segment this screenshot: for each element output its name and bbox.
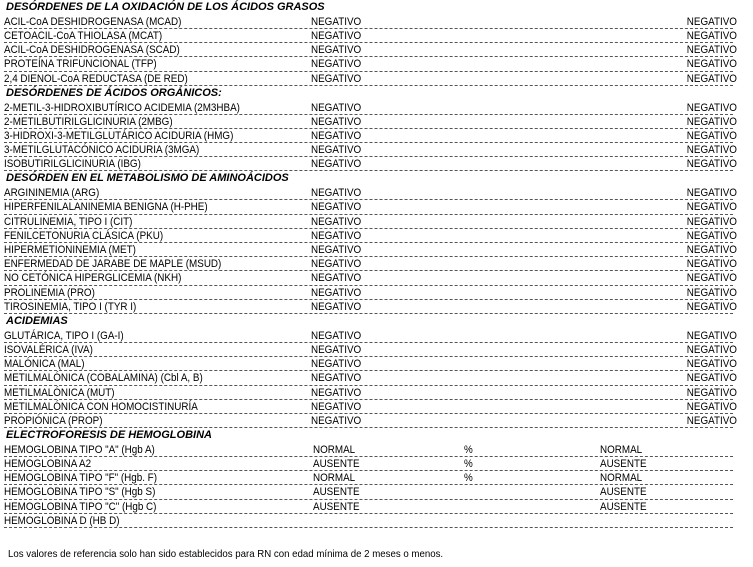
test-name: 3-HIDROXI-3-METILGLUTÁRICO ACIDURIA (HMG): [4, 129, 234, 142]
table-row: [4, 443, 733, 457]
test-result: AUSENTE: [313, 500, 360, 513]
test-name: HIPERFENILALANINEMIA BENIGNA (H-PHE): [4, 201, 208, 214]
table-row: [4, 29, 737, 43]
reference-value: NEGATIVO: [686, 58, 737, 71]
unit-label: %: [464, 472, 473, 485]
test-result: NEGATIVO: [311, 300, 362, 313]
test-result: NEGATIVO: [311, 215, 362, 228]
test-name: 3-METILGLUTACÓNICO ACIDURIA (3MGA): [4, 144, 200, 157]
test-name: HEMOGLOBINA A2: [4, 458, 92, 471]
test-name: MALÓNICA (MAL): [4, 358, 85, 371]
section-title: DESÓRDEN EN EL METABOLISMO DE AMINOÁCIDOS: [6, 172, 289, 185]
test-name: HIPERMETIONINEMIA (MET): [4, 244, 136, 257]
section-title: DESÓRDENES DE LA OXIDACIÓN DE LOS ÁCIDOS GRASOS: [6, 1, 325, 13]
section-title: DESÓRDENES DE ÁCIDOS ORGÁNICOS:: [6, 86, 222, 99]
reference-value: NEGATIVO: [686, 386, 737, 399]
test-name: FENILCETONURIA CLÁSICA (PKU): [4, 229, 164, 242]
test-name: ARGININEMIA (ARG): [4, 187, 100, 200]
test-name: 2,4 DIENOL-CoA REDUCTASA (DE RED): [4, 72, 188, 85]
table-row: [4, 400, 737, 414]
table-row: [4, 115, 737, 129]
reference-value: NEGATIVO: [686, 215, 737, 228]
table-row: [4, 300, 737, 314]
table-row: [4, 43, 737, 57]
reference-value: NEGATIVO: [686, 372, 737, 385]
reference-value: NEGATIVO: [686, 258, 737, 271]
test-result: NEGATIVO: [311, 29, 362, 42]
test-result: AUSENTE: [313, 486, 360, 499]
test-name: GLUTÁRICA, TIPO I (GA-I): [4, 329, 124, 342]
test-result: NEGATIVO: [311, 72, 362, 85]
test-name: ISOBUTIRILGLICINURIA (IBG): [4, 158, 141, 171]
table-row: [4, 286, 737, 300]
test-result: NEGATIVO: [311, 15, 362, 28]
test-name: HEMOGLOBINA D (HB D): [4, 514, 120, 527]
table-row: [4, 129, 737, 143]
reference-value: NEGATIVO: [686, 201, 737, 214]
reference-value: NEGATIVO: [686, 187, 737, 200]
footnote: Los valores de referencia solo han sido establecidos para RN con edad mínima de 2 meses o menos.: [8, 549, 444, 560]
table-row: [4, 514, 733, 528]
test-result: NEGATIVO: [311, 129, 362, 142]
test-name: NO CETÓNICA HIPERGLICEMIA (NKH): [4, 272, 182, 285]
table-row: [4, 414, 737, 428]
test-result: NEGATIVO: [311, 258, 362, 271]
test-name: PROPIÓNICA (PROP): [4, 414, 103, 427]
table-row: [4, 329, 737, 343]
table-row: [4, 200, 737, 214]
test-name: METILMALÓNICA CON HOMOCISTINURÍA: [4, 400, 198, 413]
table-row: [4, 57, 737, 71]
test-name: ACIL-CoA DESHIDROGENASA (MCAD): [4, 15, 182, 28]
test-result: NEGATIVO: [311, 101, 362, 114]
reference-value: NEGATIVO: [686, 129, 737, 142]
test-result: NEGATIVO: [311, 144, 362, 157]
reference-value: NEGATIVO: [686, 414, 737, 427]
reference-value: NEGATIVO: [686, 144, 737, 157]
test-name: HEMOGLOBINA TIPO "C" (Hgb C): [4, 500, 157, 513]
reference-value: NORMAL: [600, 443, 643, 456]
reference-value: NEGATIVO: [686, 343, 737, 356]
test-result: NORMAL: [313, 443, 356, 456]
table-row: [4, 72, 737, 86]
test-name: METILMALÓNICA (MUT): [4, 386, 115, 399]
section-header: [0, 0, 753, 15]
test-name: ACIL-CoA DESHIDROGENASA (SCAD): [4, 44, 180, 57]
test-name: METILMALÓNICA (COBALAMINA) (Cbl A, B): [4, 372, 203, 385]
reference-value: NEGATIVO: [686, 229, 737, 242]
section-title: ACIDEMIAS: [6, 314, 68, 327]
test-result: NEGATIVO: [311, 201, 362, 214]
test-name: HEMOGLOBINA TIPO "F" (Hgb. F): [4, 472, 157, 485]
table-row: [4, 471, 733, 485]
section-header: [0, 428, 753, 443]
reference-value: NEGATIVO: [686, 115, 737, 128]
table-row: [4, 457, 733, 471]
test-result: NEGATIVO: [311, 386, 362, 399]
test-result: NEGATIVO: [311, 58, 362, 71]
table-row: [4, 257, 737, 271]
reference-value: NEGATIVO: [686, 101, 737, 114]
test-result: NEGATIVO: [311, 286, 362, 299]
test-name: ISOVALÉRICA (IVA): [4, 343, 93, 356]
test-result: NEGATIVO: [311, 187, 362, 200]
table-row: [4, 15, 737, 29]
reference-value: AUSENTE: [600, 458, 647, 471]
unit-label: %: [464, 458, 473, 471]
reference-value: AUSENTE: [600, 500, 647, 513]
table-row: [4, 157, 737, 171]
test-result: NEGATIVO: [311, 358, 362, 371]
test-result: NEGATIVO: [311, 158, 362, 171]
test-result: NEGATIVO: [311, 244, 362, 257]
test-name: ENFERMEDAD DE JARABE DE MAPLE (MSUD): [4, 258, 222, 271]
test-name: 2-METILBUTIRILGLICINURIA (2MBG): [4, 115, 173, 128]
reference-value: NORMAL: [600, 472, 643, 485]
table-row: [4, 101, 737, 115]
test-name: HEMOGLOBINA TIPO "A" (Hgb A): [4, 443, 155, 456]
table-row: [4, 371, 737, 385]
reference-value: NEGATIVO: [686, 158, 737, 171]
reference-value: AUSENTE: [600, 486, 647, 499]
table-row: [4, 271, 737, 285]
test-result: NEGATIVO: [311, 414, 362, 427]
table-row: [4, 500, 733, 514]
table-row: [4, 485, 733, 499]
table-row: [4, 229, 737, 243]
reference-value: NEGATIVO: [686, 44, 737, 57]
reference-value: NEGATIVO: [686, 358, 737, 371]
table-row: [4, 357, 737, 371]
test-result: NEGATIVO: [311, 115, 362, 128]
reference-value: NEGATIVO: [686, 329, 737, 342]
test-name: CITRULINEMIA, TIPO I (CIT): [4, 215, 133, 228]
reference-value: NEGATIVO: [686, 272, 737, 285]
reference-value: NEGATIVO: [686, 400, 737, 413]
table-row: [4, 215, 737, 229]
reference-value: NEGATIVO: [686, 300, 737, 313]
test-result: NEGATIVO: [311, 400, 362, 413]
test-result: NEGATIVO: [311, 372, 362, 385]
section-title: ELECTROFORESIS DE HEMOGLOBINA: [6, 429, 212, 442]
table-row: [4, 386, 737, 400]
table-row: [4, 186, 737, 200]
table-row: [4, 343, 737, 357]
test-result: NEGATIVO: [311, 229, 362, 242]
test-name: TIROSINEMIA, TIPO I (TYR I): [4, 300, 137, 313]
section-header: [0, 171, 753, 186]
test-result: NEGATIVO: [311, 329, 362, 342]
test-result: NORMAL: [313, 472, 356, 485]
reference-value: NEGATIVO: [686, 29, 737, 42]
test-name: CETOACIL-CoA THIOLASA (MCAT): [4, 29, 163, 42]
reference-value: NEGATIVO: [686, 244, 737, 257]
test-name: PROTEÍNA TRIFUNCIONAL (TFP): [4, 58, 157, 71]
test-result: NEGATIVO: [311, 343, 362, 356]
test-result: NEGATIVO: [311, 44, 362, 57]
test-result: NEGATIVO: [311, 272, 362, 285]
table-row: [4, 143, 737, 157]
reference-value: NEGATIVO: [686, 15, 737, 28]
test-name: 2-METIL-3-HIDROXIBUTÍRICO ACIDEMIA (2M3HBA): [4, 101, 240, 114]
reference-value: NEGATIVO: [686, 72, 737, 85]
test-result: AUSENTE: [313, 458, 360, 471]
table-row: [4, 243, 737, 257]
section-header: [0, 314, 753, 329]
section-header: [0, 86, 753, 101]
reference-value: NEGATIVO: [686, 286, 737, 299]
test-name: PROLINEMIA (PRO): [4, 286, 95, 299]
test-name: HEMOGLOBINA TIPO "S" (Hgb S): [4, 486, 156, 499]
unit-label: %: [464, 443, 473, 456]
